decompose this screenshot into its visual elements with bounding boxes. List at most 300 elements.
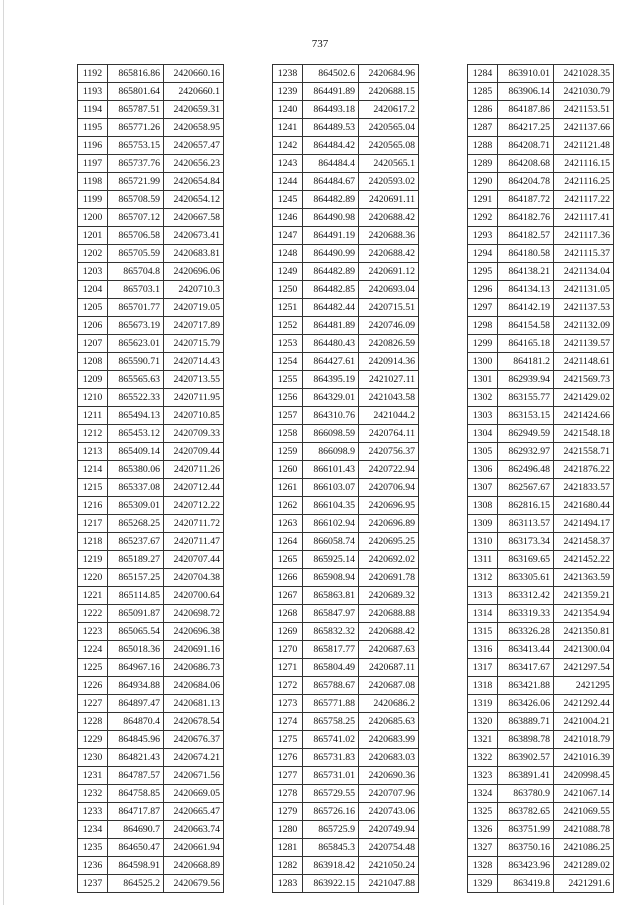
x-coordinate-cell: 866103.07 bbox=[303, 479, 359, 497]
point-number-cell: 1290 bbox=[468, 173, 498, 191]
y-coordinate-cell: 2421131.05 bbox=[554, 281, 614, 299]
point-number-cell: 1287 bbox=[468, 119, 498, 137]
point-number-cell: 1242 bbox=[273, 137, 303, 155]
table-row bbox=[468, 389, 614, 407]
point-number-cell: 1233 bbox=[78, 803, 108, 821]
point-number-cell: 1320 bbox=[468, 713, 498, 731]
y-coordinate-cell: 2420658.95 bbox=[164, 119, 224, 137]
table-row bbox=[468, 407, 614, 425]
y-coordinate-cell: 2420691.16 bbox=[164, 641, 224, 659]
point-number-cell: 1279 bbox=[273, 803, 303, 821]
y-coordinate-cell: 2420687.11 bbox=[359, 659, 419, 677]
table-row bbox=[78, 623, 224, 641]
point-number-cell: 1318 bbox=[468, 677, 498, 695]
table-row bbox=[468, 821, 614, 839]
x-coordinate-cell: 865801.64 bbox=[108, 83, 164, 101]
table-row bbox=[273, 659, 419, 677]
point-number-cell: 1234 bbox=[78, 821, 108, 839]
point-number-cell: 1208 bbox=[78, 353, 108, 371]
table-row bbox=[78, 533, 224, 551]
y-coordinate-cell: 2420683.81 bbox=[164, 245, 224, 263]
x-coordinate-cell: 863417.67 bbox=[498, 659, 554, 677]
x-coordinate-cell: 863312.42 bbox=[498, 587, 554, 605]
x-coordinate-cell: 865771.88 bbox=[303, 695, 359, 713]
x-coordinate-cell: 864208.68 bbox=[498, 155, 554, 173]
point-number-cell: 1251 bbox=[273, 299, 303, 317]
table-row bbox=[78, 317, 224, 335]
x-coordinate-cell: 864845.96 bbox=[108, 731, 164, 749]
table-row bbox=[468, 65, 614, 83]
table-row bbox=[78, 803, 224, 821]
point-number-cell: 1205 bbox=[78, 299, 108, 317]
point-number-cell: 1315 bbox=[468, 623, 498, 641]
table-row bbox=[468, 587, 614, 605]
y-coordinate-cell: 2420681.13 bbox=[164, 695, 224, 713]
point-number-cell: 1227 bbox=[78, 695, 108, 713]
table-row bbox=[468, 281, 614, 299]
table-row bbox=[468, 659, 614, 677]
x-coordinate-cell: 864484.42 bbox=[303, 137, 359, 155]
table-row bbox=[273, 407, 419, 425]
x-coordinate-cell: 864650.47 bbox=[108, 839, 164, 857]
y-coordinate-cell: 2420686.73 bbox=[164, 659, 224, 677]
x-coordinate-cell: 865494.13 bbox=[108, 407, 164, 425]
table-row bbox=[273, 713, 419, 731]
table-row bbox=[78, 515, 224, 533]
y-coordinate-cell: 2420711.26 bbox=[164, 461, 224, 479]
y-coordinate-cell: 2421558.71 bbox=[554, 443, 614, 461]
y-coordinate-cell: 2421069.55 bbox=[554, 803, 614, 821]
table-row bbox=[273, 533, 419, 551]
x-coordinate-cell: 865721.99 bbox=[108, 173, 164, 191]
point-number-cell: 1243 bbox=[273, 155, 303, 173]
table-row bbox=[468, 785, 614, 803]
table-row bbox=[78, 461, 224, 479]
table-row bbox=[78, 155, 224, 173]
table-row bbox=[273, 839, 419, 857]
coordinate-table-3 bbox=[467, 64, 614, 893]
point-number-cell: 1269 bbox=[273, 623, 303, 641]
table-row bbox=[78, 407, 224, 425]
point-number-cell: 1275 bbox=[273, 731, 303, 749]
y-coordinate-cell: 2420749.94 bbox=[359, 821, 419, 839]
y-coordinate-cell: 2420998.45 bbox=[554, 767, 614, 785]
point-number-cell: 1284 bbox=[468, 65, 498, 83]
y-coordinate-cell: 2420685.63 bbox=[359, 713, 419, 731]
table-row bbox=[78, 641, 224, 659]
x-coordinate-cell: 864717.87 bbox=[108, 803, 164, 821]
point-number-cell: 1263 bbox=[273, 515, 303, 533]
table-row bbox=[468, 839, 614, 857]
table-row bbox=[78, 857, 224, 875]
table-row bbox=[273, 551, 419, 569]
table-row bbox=[468, 857, 614, 875]
table-row bbox=[273, 191, 419, 209]
table-row bbox=[468, 551, 614, 569]
y-coordinate-cell: 2420696.38 bbox=[164, 623, 224, 641]
x-coordinate-cell: 864870.4 bbox=[108, 713, 164, 731]
y-coordinate-cell: 2420690.36 bbox=[359, 767, 419, 785]
x-coordinate-cell: 865788.67 bbox=[303, 677, 359, 695]
x-coordinate-cell: 864493.18 bbox=[303, 101, 359, 119]
x-coordinate-cell: 864787.57 bbox=[108, 767, 164, 785]
y-coordinate-cell: 2420691.78 bbox=[359, 569, 419, 587]
x-coordinate-cell: 865704.8 bbox=[108, 263, 164, 281]
y-coordinate-cell: 2420709.33 bbox=[164, 425, 224, 443]
y-coordinate-cell: 2420661.94 bbox=[164, 839, 224, 857]
point-number-cell: 1277 bbox=[273, 767, 303, 785]
point-number-cell: 1281 bbox=[273, 839, 303, 857]
x-coordinate-cell: 863153.15 bbox=[498, 407, 554, 425]
point-number-cell: 1316 bbox=[468, 641, 498, 659]
point-number-cell: 1241 bbox=[273, 119, 303, 137]
table-row bbox=[468, 317, 614, 335]
x-coordinate-cell: 864395.19 bbox=[303, 371, 359, 389]
point-number-cell: 1235 bbox=[78, 839, 108, 857]
table-row bbox=[468, 299, 614, 317]
table-row bbox=[468, 371, 614, 389]
point-number-cell: 1324 bbox=[468, 785, 498, 803]
point-number-cell: 1226 bbox=[78, 677, 108, 695]
y-coordinate-cell: 2421030.79 bbox=[554, 83, 614, 101]
y-coordinate-cell: 2420669.05 bbox=[164, 785, 224, 803]
point-number-cell: 1203 bbox=[78, 263, 108, 281]
y-coordinate-cell: 2420673.41 bbox=[164, 227, 224, 245]
table-row bbox=[468, 137, 614, 155]
point-number-cell: 1329 bbox=[468, 875, 498, 893]
point-number-cell: 1326 bbox=[468, 821, 498, 839]
x-coordinate-cell: 864897.47 bbox=[108, 695, 164, 713]
point-number-cell: 1283 bbox=[273, 875, 303, 893]
x-coordinate-cell: 863780.9 bbox=[498, 785, 554, 803]
y-coordinate-cell: 2421044.2 bbox=[359, 407, 419, 425]
y-coordinate-cell: 2420688.42 bbox=[359, 209, 419, 227]
table-row bbox=[273, 389, 419, 407]
x-coordinate-cell: 865726.16 bbox=[303, 803, 359, 821]
y-coordinate-cell: 2420704.38 bbox=[164, 569, 224, 587]
point-number-cell: 1253 bbox=[273, 335, 303, 353]
y-coordinate-cell: 2420565.1 bbox=[359, 155, 419, 173]
table-row bbox=[78, 263, 224, 281]
x-coordinate-cell: 864525.2 bbox=[108, 875, 164, 893]
table-row bbox=[78, 569, 224, 587]
y-coordinate-cell: 2420679.56 bbox=[164, 875, 224, 893]
y-coordinate-cell: 2421027.11 bbox=[359, 371, 419, 389]
y-coordinate-cell: 2420688.15 bbox=[359, 83, 419, 101]
y-coordinate-cell: 2421047.88 bbox=[359, 875, 419, 893]
x-coordinate-cell: 864480.43 bbox=[303, 335, 359, 353]
table-row bbox=[273, 857, 419, 875]
y-coordinate-cell: 2421292.44 bbox=[554, 695, 614, 713]
y-coordinate-cell: 2421295 bbox=[554, 677, 614, 695]
x-coordinate-cell: 866104.35 bbox=[303, 497, 359, 515]
y-coordinate-cell: 2420668.89 bbox=[164, 857, 224, 875]
x-coordinate-cell: 862949.59 bbox=[498, 425, 554, 443]
x-coordinate-cell: 864134.13 bbox=[498, 281, 554, 299]
x-coordinate-cell: 864491.89 bbox=[303, 83, 359, 101]
y-coordinate-cell: 2420712.22 bbox=[164, 497, 224, 515]
y-coordinate-cell: 2420719.05 bbox=[164, 299, 224, 317]
y-coordinate-cell: 2421088.78 bbox=[554, 821, 614, 839]
table-row bbox=[468, 803, 614, 821]
table-row bbox=[273, 263, 419, 281]
table-row bbox=[468, 677, 614, 695]
x-coordinate-cell: 865731.01 bbox=[303, 767, 359, 785]
x-coordinate-cell: 865673.19 bbox=[108, 317, 164, 335]
y-coordinate-cell: 2420696.89 bbox=[359, 515, 419, 533]
point-number-cell: 1256 bbox=[273, 389, 303, 407]
y-coordinate-cell: 2421354.94 bbox=[554, 605, 614, 623]
point-number-cell: 1218 bbox=[78, 533, 108, 551]
x-coordinate-cell: 864821.43 bbox=[108, 749, 164, 767]
table-row bbox=[468, 749, 614, 767]
point-number-cell: 1282 bbox=[273, 857, 303, 875]
point-number-cell: 1309 bbox=[468, 515, 498, 533]
y-coordinate-cell: 2421424.66 bbox=[554, 407, 614, 425]
x-coordinate-cell: 865741.02 bbox=[303, 731, 359, 749]
table-row bbox=[273, 623, 419, 641]
coordinate-table-2 bbox=[272, 64, 419, 893]
point-number-cell: 1206 bbox=[78, 317, 108, 335]
table-row bbox=[273, 281, 419, 299]
x-coordinate-cell: 863113.57 bbox=[498, 515, 554, 533]
y-coordinate-cell: 2421680.44 bbox=[554, 497, 614, 515]
point-number-cell: 1215 bbox=[78, 479, 108, 497]
x-coordinate-cell: 866098.9 bbox=[303, 443, 359, 461]
point-number-cell: 1303 bbox=[468, 407, 498, 425]
table-row bbox=[468, 245, 614, 263]
y-coordinate-cell: 2420684.06 bbox=[164, 677, 224, 695]
y-coordinate-cell: 2420713.55 bbox=[164, 371, 224, 389]
x-coordinate-cell: 865925.14 bbox=[303, 551, 359, 569]
y-coordinate-cell: 2420687.08 bbox=[359, 677, 419, 695]
x-coordinate-cell: 864482.89 bbox=[303, 263, 359, 281]
y-coordinate-cell: 2420676.37 bbox=[164, 731, 224, 749]
y-coordinate-cell: 2420671.56 bbox=[164, 767, 224, 785]
point-number-cell: 1285 bbox=[468, 83, 498, 101]
y-coordinate-cell: 2420683.99 bbox=[359, 731, 419, 749]
y-coordinate-cell: 2420710.3 bbox=[164, 281, 224, 299]
point-number-cell: 1230 bbox=[78, 749, 108, 767]
point-number-cell: 1237 bbox=[78, 875, 108, 893]
x-coordinate-cell: 864502.6 bbox=[303, 65, 359, 83]
table-row bbox=[273, 677, 419, 695]
y-coordinate-cell: 2421300.04 bbox=[554, 641, 614, 659]
point-number-cell: 1212 bbox=[78, 425, 108, 443]
table-row bbox=[78, 389, 224, 407]
point-number-cell: 1199 bbox=[78, 191, 108, 209]
table-row bbox=[273, 731, 419, 749]
x-coordinate-cell: 863423.96 bbox=[498, 857, 554, 875]
x-coordinate-cell: 864758.85 bbox=[108, 785, 164, 803]
page-number: 737 bbox=[311, 38, 329, 50]
table-row bbox=[273, 785, 419, 803]
y-coordinate-cell: 2421359.21 bbox=[554, 587, 614, 605]
x-coordinate-cell: 865832.32 bbox=[303, 623, 359, 641]
x-coordinate-cell: 863421.88 bbox=[498, 677, 554, 695]
table-row bbox=[273, 155, 419, 173]
point-number-cell: 1246 bbox=[273, 209, 303, 227]
point-number-cell: 1194 bbox=[78, 101, 108, 119]
y-coordinate-cell: 2421086.25 bbox=[554, 839, 614, 857]
point-number-cell: 1221 bbox=[78, 587, 108, 605]
y-coordinate-cell: 2421494.17 bbox=[554, 515, 614, 533]
y-coordinate-cell: 2421134.04 bbox=[554, 263, 614, 281]
table-row bbox=[273, 335, 419, 353]
x-coordinate-cell: 864482.85 bbox=[303, 281, 359, 299]
point-number-cell: 1323 bbox=[468, 767, 498, 785]
table-row bbox=[273, 299, 419, 317]
point-number-cell: 1244 bbox=[273, 173, 303, 191]
x-coordinate-cell: 865309.01 bbox=[108, 497, 164, 515]
y-coordinate-cell: 2421139.57 bbox=[554, 335, 614, 353]
point-number-cell: 1261 bbox=[273, 479, 303, 497]
x-coordinate-cell: 864598.91 bbox=[108, 857, 164, 875]
y-coordinate-cell: 2420711.95 bbox=[164, 389, 224, 407]
point-number-cell: 1304 bbox=[468, 425, 498, 443]
x-coordinate-cell: 865703.1 bbox=[108, 281, 164, 299]
table-row bbox=[78, 65, 224, 83]
point-number-cell: 1274 bbox=[273, 713, 303, 731]
table-row bbox=[273, 227, 419, 245]
point-number-cell: 1310 bbox=[468, 533, 498, 551]
table-row bbox=[273, 461, 419, 479]
y-coordinate-cell: 2421429.02 bbox=[554, 389, 614, 407]
table-row bbox=[468, 335, 614, 353]
point-number-cell: 1238 bbox=[273, 65, 303, 83]
y-coordinate-cell: 2420665.47 bbox=[164, 803, 224, 821]
x-coordinate-cell: 865707.12 bbox=[108, 209, 164, 227]
point-number-cell: 1271 bbox=[273, 659, 303, 677]
point-number-cell: 1288 bbox=[468, 137, 498, 155]
table-row bbox=[273, 119, 419, 137]
x-coordinate-cell: 863891.41 bbox=[498, 767, 554, 785]
x-coordinate-cell: 865623.01 bbox=[108, 335, 164, 353]
table-row bbox=[273, 605, 419, 623]
y-coordinate-cell: 2420715.79 bbox=[164, 335, 224, 353]
y-coordinate-cell: 2421132.09 bbox=[554, 317, 614, 335]
x-coordinate-cell: 864967.16 bbox=[108, 659, 164, 677]
y-coordinate-cell: 2420688.36 bbox=[359, 227, 419, 245]
x-coordinate-cell: 862816.15 bbox=[498, 497, 554, 515]
point-number-cell: 1207 bbox=[78, 335, 108, 353]
point-number-cell: 1209 bbox=[78, 371, 108, 389]
y-coordinate-cell: 2421116.15 bbox=[554, 155, 614, 173]
point-number-cell: 1196 bbox=[78, 137, 108, 155]
x-coordinate-cell: 865708.59 bbox=[108, 191, 164, 209]
point-number-cell: 1257 bbox=[273, 407, 303, 425]
table-row bbox=[468, 227, 614, 245]
table-row bbox=[78, 209, 224, 227]
x-coordinate-cell: 864491.19 bbox=[303, 227, 359, 245]
table-row bbox=[273, 101, 419, 119]
y-coordinate-cell: 2421350.81 bbox=[554, 623, 614, 641]
y-coordinate-cell: 2420565.04 bbox=[359, 119, 419, 137]
y-coordinate-cell: 2420722.94 bbox=[359, 461, 419, 479]
y-coordinate-cell: 2420712.44 bbox=[164, 479, 224, 497]
x-coordinate-cell: 866101.43 bbox=[303, 461, 359, 479]
y-coordinate-cell: 2420691.11 bbox=[359, 191, 419, 209]
point-number-cell: 1201 bbox=[78, 227, 108, 245]
x-coordinate-cell: 865845.3 bbox=[303, 839, 359, 857]
point-number-cell: 1300 bbox=[468, 353, 498, 371]
x-coordinate-cell: 865729.55 bbox=[303, 785, 359, 803]
x-coordinate-cell: 863906.14 bbox=[498, 83, 554, 101]
x-coordinate-cell: 865590.71 bbox=[108, 353, 164, 371]
y-coordinate-cell: 2420691.12 bbox=[359, 263, 419, 281]
table-row bbox=[78, 119, 224, 137]
x-coordinate-cell: 864484.4 bbox=[303, 155, 359, 173]
x-coordinate-cell: 864690.7 bbox=[108, 821, 164, 839]
x-coordinate-cell: 866102.94 bbox=[303, 515, 359, 533]
point-number-cell: 1314 bbox=[468, 605, 498, 623]
y-coordinate-cell: 2421291.6 bbox=[554, 875, 614, 893]
table-row bbox=[468, 533, 614, 551]
y-coordinate-cell: 2420709.44 bbox=[164, 443, 224, 461]
x-coordinate-cell: 864204.78 bbox=[498, 173, 554, 191]
x-coordinate-cell: 865816.86 bbox=[108, 65, 164, 83]
table-row bbox=[273, 821, 419, 839]
point-number-cell: 1200 bbox=[78, 209, 108, 227]
y-coordinate-cell: 2420657.47 bbox=[164, 137, 224, 155]
table-row bbox=[78, 479, 224, 497]
y-coordinate-cell: 2420660.16 bbox=[164, 65, 224, 83]
table-row bbox=[273, 587, 419, 605]
point-number-cell: 1262 bbox=[273, 497, 303, 515]
point-number-cell: 1280 bbox=[273, 821, 303, 839]
table-row bbox=[468, 515, 614, 533]
point-number-cell: 1308 bbox=[468, 497, 498, 515]
table-row bbox=[273, 479, 419, 497]
table-row bbox=[273, 65, 419, 83]
x-coordinate-cell: 863910.01 bbox=[498, 65, 554, 83]
x-coordinate-cell: 865731.83 bbox=[303, 749, 359, 767]
point-number-cell: 1266 bbox=[273, 569, 303, 587]
point-number-cell: 1248 bbox=[273, 245, 303, 263]
point-number-cell: 1220 bbox=[78, 569, 108, 587]
table-row bbox=[468, 461, 614, 479]
table-row bbox=[273, 443, 419, 461]
x-coordinate-cell: 865157.25 bbox=[108, 569, 164, 587]
table-row bbox=[273, 173, 419, 191]
table-row bbox=[78, 659, 224, 677]
y-coordinate-cell: 2420687.63 bbox=[359, 641, 419, 659]
y-coordinate-cell: 2420707.44 bbox=[164, 551, 224, 569]
table-row bbox=[468, 191, 614, 209]
table-row bbox=[78, 551, 224, 569]
y-coordinate-cell: 2420689.32 bbox=[359, 587, 419, 605]
y-coordinate-cell: 2420696.06 bbox=[164, 263, 224, 281]
table-row bbox=[273, 209, 419, 227]
table-row bbox=[273, 353, 419, 371]
point-number-cell: 1306 bbox=[468, 461, 498, 479]
coordinate-table-1 bbox=[77, 64, 224, 893]
table-row bbox=[468, 569, 614, 587]
point-number-cell: 1211 bbox=[78, 407, 108, 425]
point-number-cell: 1292 bbox=[468, 209, 498, 227]
table-row bbox=[468, 425, 614, 443]
table-row bbox=[273, 569, 419, 587]
x-coordinate-cell: 863750.16 bbox=[498, 839, 554, 857]
table-row bbox=[273, 515, 419, 533]
table-row bbox=[468, 497, 614, 515]
point-number-cell: 1239 bbox=[273, 83, 303, 101]
x-coordinate-cell: 865908.94 bbox=[303, 569, 359, 587]
table-row bbox=[468, 875, 614, 893]
table-row bbox=[468, 713, 614, 731]
x-coordinate-cell: 865701.77 bbox=[108, 299, 164, 317]
x-coordinate-cell: 864187.86 bbox=[498, 101, 554, 119]
